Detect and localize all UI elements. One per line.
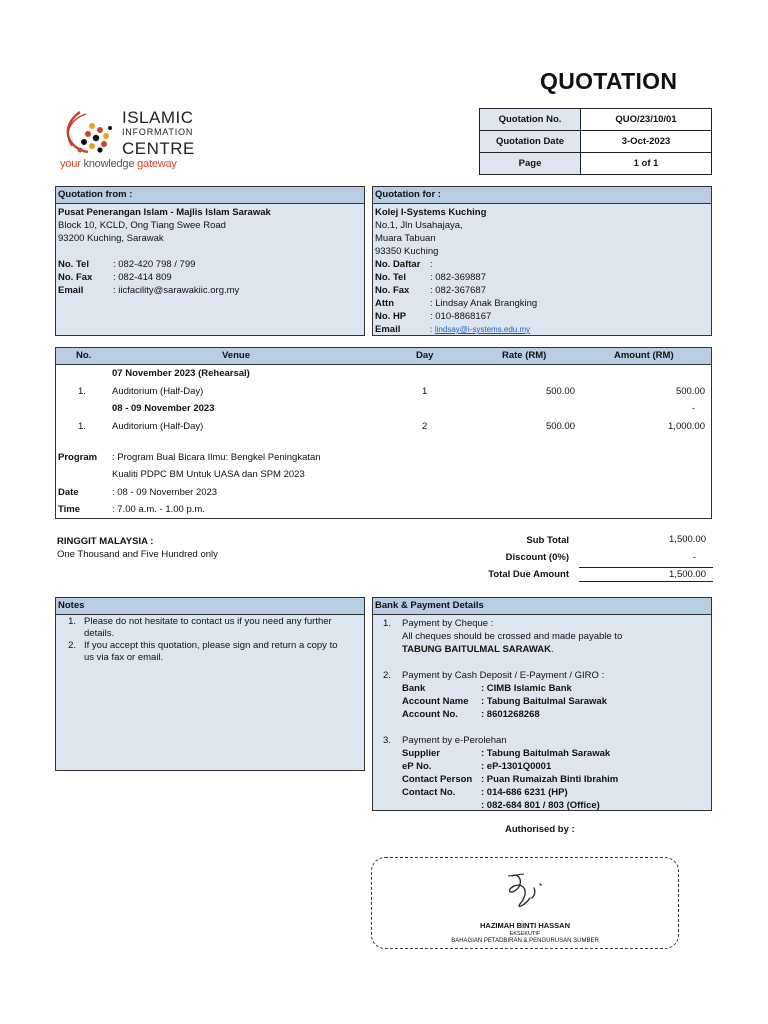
bank-payment-box: [372, 597, 712, 811]
discount-label: Discount (0%): [505, 552, 569, 563]
ep-no-value: : eP-1301Q0001: [481, 761, 552, 772]
logo-line-2: INFORMATION: [122, 127, 194, 137]
items-header-row: [56, 348, 711, 365]
account-name-label: Account Name: [402, 696, 469, 707]
logo-tagline: your knowledge gateway: [60, 158, 177, 170]
from-email: : iicfacility@sarawakiic.org.my: [113, 285, 240, 296]
contact-no-label: Contact No.: [402, 787, 456, 798]
payment-1-dot: .: [551, 644, 554, 655]
payment-1-title: Payment by Cheque :: [402, 618, 494, 629]
supplier-label: Supplier: [402, 748, 441, 759]
total-due-value: 1,500.00: [669, 569, 706, 580]
signatory-name: HAZIMAH BINTI HASSAN: [480, 921, 570, 930]
bank-label: Bank: [402, 683, 426, 694]
document-title: QUOTATION: [540, 68, 678, 94]
to-daftar-label: No. Daftar: [375, 259, 421, 270]
to-attn: : Lindsay Anak Brangking: [430, 298, 538, 309]
bank-payment-heading: Bank & Payment Details: [373, 598, 711, 615]
ringgit-label: RINGGIT MALAYSIA :: [57, 536, 154, 547]
to-email-link[interactable]: lindsay@i-systems.edu.my: [434, 325, 531, 334]
program-label: Program: [58, 452, 98, 463]
logo-line-1: ISLAMIC: [122, 108, 194, 127]
ringgit-words: One Thousand and Five Hundred only: [57, 549, 218, 560]
from-address-2: 93200 Kuching, Sarawak: [58, 233, 164, 244]
signatory-department: BAHAGIAN PETADBIRAN & PENGURUSAN SUMBER: [451, 938, 599, 944]
note-2-number: 2.: [68, 640, 76, 651]
col-venue-header: Venue: [222, 350, 250, 361]
date-label: Date: [58, 487, 79, 498]
from-email-label: Email: [58, 285, 84, 296]
row2-amount: 1,000.00: [668, 421, 705, 432]
row2-rate: 500.00: [545, 421, 575, 432]
to-tel-label: No. Tel: [375, 272, 406, 283]
quotation-for-box: [372, 186, 712, 336]
bank-value: : CIMB Islamic Bank: [481, 683, 572, 694]
payment-2-number: 2.: [383, 670, 391, 681]
from-address-1: Block 10, KCLD, Ong Tiang Swee Road: [58, 220, 226, 231]
signature-box: [371, 857, 679, 949]
quotation-meta-table: [479, 108, 712, 175]
quotation-for-heading: Quotation for :: [373, 187, 711, 204]
to-address-1: No.1, Jln Usahajaya,: [375, 220, 463, 231]
row2-no: 1.: [78, 421, 86, 432]
program-line-2: Kualiti PDPC BM Untuk UASA dan SPM 2023: [112, 469, 305, 480]
quotation-date-value: 3-Oct-2023: [581, 131, 712, 153]
contact-no-value: : 014-686 6231 (HP): [481, 787, 568, 798]
col-day-header: Day: [416, 350, 434, 361]
from-fax-label: No. Fax: [58, 272, 93, 283]
to-email-colon: :: [430, 325, 433, 334]
to-hp-label: No. HP: [375, 311, 407, 322]
logo-line-3: CENTRE: [122, 139, 195, 158]
to-address-3: 93350 Kuching: [375, 246, 439, 257]
to-fax: : 082-367687: [430, 285, 486, 296]
notes-heading: Notes: [56, 598, 364, 615]
note-1-text-cont: details.: [84, 628, 115, 639]
row1-amount: 500.00: [675, 386, 705, 397]
payment-1-line: All cheques should be crossed and made payable to: [402, 631, 623, 642]
page-value: 1 of 1: [581, 153, 712, 175]
event-date: : 08 - 09 November 2023: [112, 487, 218, 498]
account-no-label: Account No.: [402, 709, 458, 720]
quotation-date-label: Quotation Date: [480, 131, 581, 153]
from-tel: : 082-420 798 / 799: [113, 259, 196, 270]
payment-1-number: 1.: [383, 618, 391, 629]
from-tel-label: No. Tel: [58, 259, 89, 270]
from-fax: : 082-414 809: [113, 272, 172, 283]
to-name: Kolej I-Systems Kuching: [375, 207, 487, 218]
event-time: : 7.00 a.m. - 1.00 p.m.: [112, 504, 205, 515]
row2-venue: Auditorium (Half-Day): [112, 421, 204, 432]
total-rule-bottom: [579, 581, 713, 582]
group2-amount: -: [691, 403, 695, 414]
row1-no: 1.: [78, 386, 86, 397]
row2-day: 2: [422, 421, 428, 432]
note-1-number: 1.: [68, 616, 76, 627]
supplier-value: : Tabung Baitulmah Sarawak: [481, 748, 611, 759]
to-tel: : 082-369887: [430, 272, 486, 283]
notes-box: [55, 597, 365, 771]
signatory-position: EKSEKUTIF: [509, 931, 541, 937]
logo-emblem-icon: [58, 106, 118, 158]
to-email-label: Email: [375, 324, 401, 335]
organization-logo: [58, 106, 198, 176]
page-label: Page: [480, 153, 581, 175]
account-no-value: : 8601268268: [481, 709, 540, 720]
row1-venue: Auditorium (Half-Day): [112, 386, 204, 397]
to-hp: : 010-8868167: [430, 311, 492, 322]
col-no-header: No.: [76, 350, 92, 361]
payment-3-number: 3.: [383, 735, 391, 746]
to-daftar: :: [430, 259, 433, 270]
to-address-2: Muara Tabuan: [375, 233, 436, 244]
note-1-text: Please do not hesitate to contact us if you need any further: [84, 616, 332, 627]
contact-person-value: : Puan Rumaizah Binti Ibrahim: [481, 774, 619, 785]
col-rate-header: Rate (RM): [502, 350, 547, 361]
discount-value: -: [692, 552, 696, 563]
items-table: [55, 347, 712, 519]
total-rule-top: [579, 567, 713, 568]
total-due-label: Total Due Amount: [488, 569, 569, 580]
group-heading-rehearsal: 07 November 2023 (Rehearsal): [112, 368, 250, 379]
to-attn-label: Attn: [375, 298, 394, 309]
contact-no-office-value: : 082-684 801 / 803 (Office): [481, 800, 600, 811]
quotation-no-label: Quotation No.: [480, 109, 581, 131]
time-label: Time: [58, 504, 81, 515]
payment-1-payee: TABUNG BAITULMAL SARAWAK: [402, 644, 551, 655]
row1-day: 1: [422, 386, 428, 397]
account-name-value: : Tabung Baitulmal Sarawak: [481, 696, 607, 707]
ep-no-label: eP No.: [402, 761, 432, 772]
subtotal-label: Sub Total: [526, 535, 569, 546]
group-heading-event: 08 - 09 November 2023: [112, 403, 215, 414]
handwritten-signature: [490, 864, 570, 914]
contact-person-label: Contact Person: [402, 774, 473, 785]
authorised-by-label: Authorised by :: [505, 824, 575, 835]
to-fax-label: No. Fax: [375, 285, 410, 296]
payment-2-title: Payment by Cash Deposit / E-Payment / GIRO :: [402, 670, 605, 681]
program-line-1: : Program Bual Bicara Ilmu: Bengkel Peningkatan: [112, 452, 321, 463]
quotation-from-box: [55, 186, 365, 336]
col-amount-header: Amount (RM): [614, 350, 674, 361]
note-2-text-cont: us via fax or email.: [84, 652, 164, 663]
from-name: Pusat Penerangan Islam - Majlis Islam Sarawak: [58, 207, 271, 218]
payment-3-title: Payment by e-Perolehan: [402, 735, 507, 746]
note-2-text: If you accept this quotation, please sign and return a copy to: [84, 640, 338, 651]
quotation-no-value: QUO/23/10/01: [581, 109, 712, 131]
subtotal-value: 1,500.00: [669, 534, 706, 545]
quotation-from-heading: Quotation from :: [56, 187, 364, 204]
row1-rate: 500.00: [545, 386, 575, 397]
